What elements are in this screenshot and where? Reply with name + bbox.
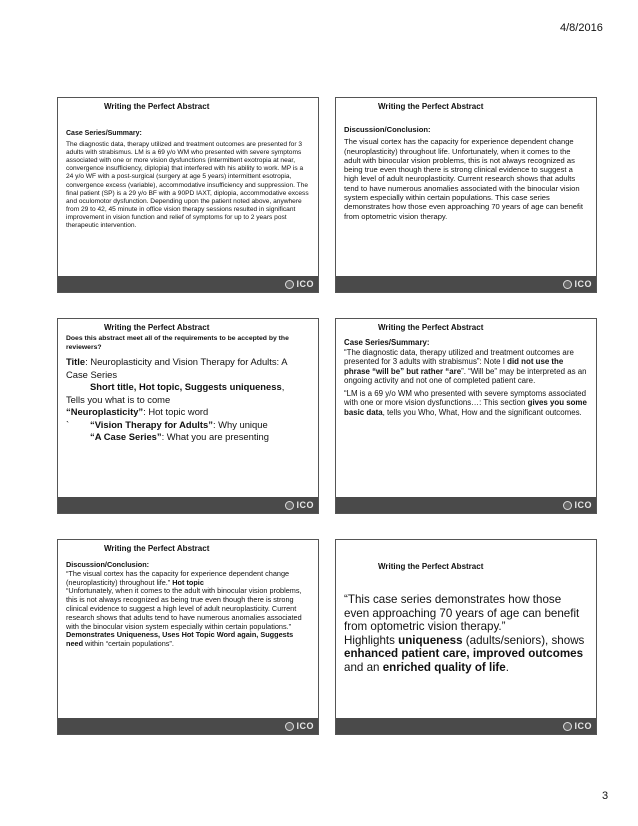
ico-logo-icon xyxy=(563,722,572,731)
title-line xyxy=(66,356,310,381)
paragraph-2 xyxy=(344,389,588,418)
slide-4 xyxy=(335,318,597,514)
ico-logo-icon xyxy=(563,501,572,510)
ico-logo-text: ICO xyxy=(296,721,314,731)
criteria-comma: , xyxy=(281,381,285,392)
ico-logo-text: ICO xyxy=(574,721,592,731)
slide-body: The diagnostic data, therapy utilized and treatment outcomes are presented for 3 adults with strabismus. LM is a 69 y/o WM who presented with severe symptoms associated with one or more vision dysfunctions (intermittent exotropia at near, convergence insufficiency, diplopia) that interfered with his ability to work. MP is a 24 y/o WF with a post-surgical (surgery at age 5 years) intermittent esotropia, convergence excess (variable), accommodative insufficiency and suppression. The final patient (SP) is a 29 y/o BF with a 90PD IAXT, diplopia, accommodative excess and oculomotor dysfunction. Depending upon the patient noted above, anywhere from 29 to 42, 45 minute in office vision therapy sessions resulted in significant improvement in vision function and relief of symptoms for up to 2 years post therapeutic intervention. xyxy=(66,141,309,230)
cs-line xyxy=(66,431,310,444)
vt-term: “Vision Therapy for Adults” xyxy=(90,418,213,430)
paragraph-1 xyxy=(344,348,588,386)
slide-title: Writing the Perfect Abstract xyxy=(104,102,210,111)
ico-logo-icon xyxy=(563,280,572,289)
ico-logo-icon xyxy=(285,501,294,510)
p1-text: “The diagnostic data, therapy utilized and treatment outcomes are presented for 3 adults with strabismus”: Note I xyxy=(344,347,574,366)
slide-3 xyxy=(57,318,319,514)
cs-term: “A Case Series” xyxy=(90,431,162,442)
p2-text: “LM is a 69 y/o WM who presented with severe symptoms associated with one or more vision dysfunctions…: This section xyxy=(344,388,587,407)
cs-desc: : What you are presenting xyxy=(161,431,269,442)
slide-1 xyxy=(57,97,319,293)
review-question: Does this abstract meet all of the requirements to be accepted by the reviewers? xyxy=(66,335,289,351)
ico-logo-icon xyxy=(285,722,294,731)
vt-line xyxy=(66,419,310,432)
h-bold-1: uniqueness xyxy=(398,633,463,647)
ico-logo-text: ICO xyxy=(574,279,592,289)
ico-logo xyxy=(285,499,314,511)
slide-2 xyxy=(335,97,597,293)
neuro-term: “Neuroplasticity” xyxy=(66,406,144,417)
title-label: Title xyxy=(66,356,86,367)
paragraph-1 xyxy=(66,570,310,588)
h-bold-3: enriched quality of life xyxy=(382,660,506,674)
slide-footer xyxy=(58,497,318,513)
ico-logo xyxy=(563,278,592,290)
conclusion-quote: “This case series demonstrates how those even approaching 70 years of age can benefit from optometric vision therapy.” xyxy=(344,593,580,633)
slide-heading: Discussion/Conclusion: xyxy=(66,560,150,569)
slide-footer xyxy=(336,497,596,513)
slide-footer xyxy=(58,718,318,734)
h-text-3: and an xyxy=(344,660,383,674)
slide-heading: Discussion/Conclusion: xyxy=(344,125,431,134)
p1-text: “The visual cortex has the capacity for experience dependent change (neuroplasticity) throughout life.” xyxy=(66,568,290,587)
neuro-line xyxy=(66,406,310,419)
slide-body: The visual cortex has the capacity for experience dependent change (neuroplasticity) throughout life. Unfortunately, when it comes to the adult with binocular vision problems, this is not always recognized as being true even though there is strong clinical evidence to suggest a high level of adult neuroplasticity. Current research shows that adults tend to have numerous anomalies associated with the binocular vision system especially within certain populations. This case series demonstrates how those even approaching 70 years of age can benefit from optometric vision therapy. xyxy=(344,137,583,221)
p1-bold: did not use the phrase “will be” but rather “are xyxy=(344,357,564,376)
h-text-2: (adults/seniors), shows xyxy=(462,633,585,647)
tells-line: Tells you what is to come xyxy=(66,393,171,405)
page-date: 4/8/2016 xyxy=(560,22,603,34)
p2-bold: gives you some basic data xyxy=(344,398,587,417)
title-text: : Neuroplasticity and Vision Therapy for Adults: A Case Series xyxy=(66,356,287,380)
slide-title: Writing the Perfect Abstract xyxy=(104,323,210,332)
slide-heading: Case Series/Summary: xyxy=(66,130,142,137)
highlights-text xyxy=(344,634,588,675)
slide-heading: Case Series/Summary: xyxy=(344,338,430,347)
ico-logo xyxy=(285,278,314,290)
vt-desc: : Why unique xyxy=(212,418,268,430)
ico-logo-text: ICO xyxy=(296,279,314,289)
ico-logo-text: ICO xyxy=(574,500,592,510)
h-text-1: Highlights xyxy=(344,633,399,647)
slide-title: Writing the Perfect Abstract xyxy=(378,323,484,332)
slide-title: Writing the Perfect Abstract xyxy=(378,102,484,111)
slide-title: Writing the Perfect Abstract xyxy=(104,544,210,553)
bold-criteria xyxy=(66,381,310,394)
ico-logo xyxy=(285,720,314,732)
page-number: 3 xyxy=(602,790,609,802)
neuro-desc: : Hot topic word xyxy=(143,406,209,417)
p2-bold: Demonstrates Uniqueness, Uses Hot Topic Word again, Suggests need xyxy=(66,630,294,649)
slide-footer xyxy=(58,276,318,292)
slide-5 xyxy=(57,539,319,735)
backtick-mark: ` xyxy=(66,418,70,430)
p1-bold: Hot topic xyxy=(172,577,204,587)
p2-end: within “certain populations”. xyxy=(83,639,174,649)
slide-6 xyxy=(335,539,597,735)
ico-logo xyxy=(563,499,592,511)
slide-footer xyxy=(336,276,596,292)
p2-text: “Unfortunately, when it comes to the adult with binocular vision problems, this is not always recognized as being true even though there is strong clinical evidence to suggest a high level of adult neuroplasticity. Current research shows that adults tend to have numerous anomalies associated with the binocular vision system especially within certain populations.” xyxy=(66,586,302,631)
p1-end: ”. “Will be” may be interpreted as an ongoing activity and not one of completed patient care. xyxy=(344,366,587,385)
slide-footer xyxy=(336,718,596,734)
p2-end: , tells you Who, What, How and the significant outcomes. xyxy=(382,407,582,417)
h-bold-2: enhanced patient care, improved outcomes xyxy=(344,647,584,660)
ico-logo-text: ICO xyxy=(296,500,314,510)
h-text-4: . xyxy=(505,660,509,674)
ico-logo xyxy=(563,720,592,732)
paragraph-2 xyxy=(66,587,310,649)
ico-logo-icon xyxy=(285,280,294,289)
slide-title: Writing the Perfect Abstract xyxy=(378,562,484,571)
criteria-text: Short title, Hot topic, Suggests uniqueness xyxy=(90,381,282,392)
